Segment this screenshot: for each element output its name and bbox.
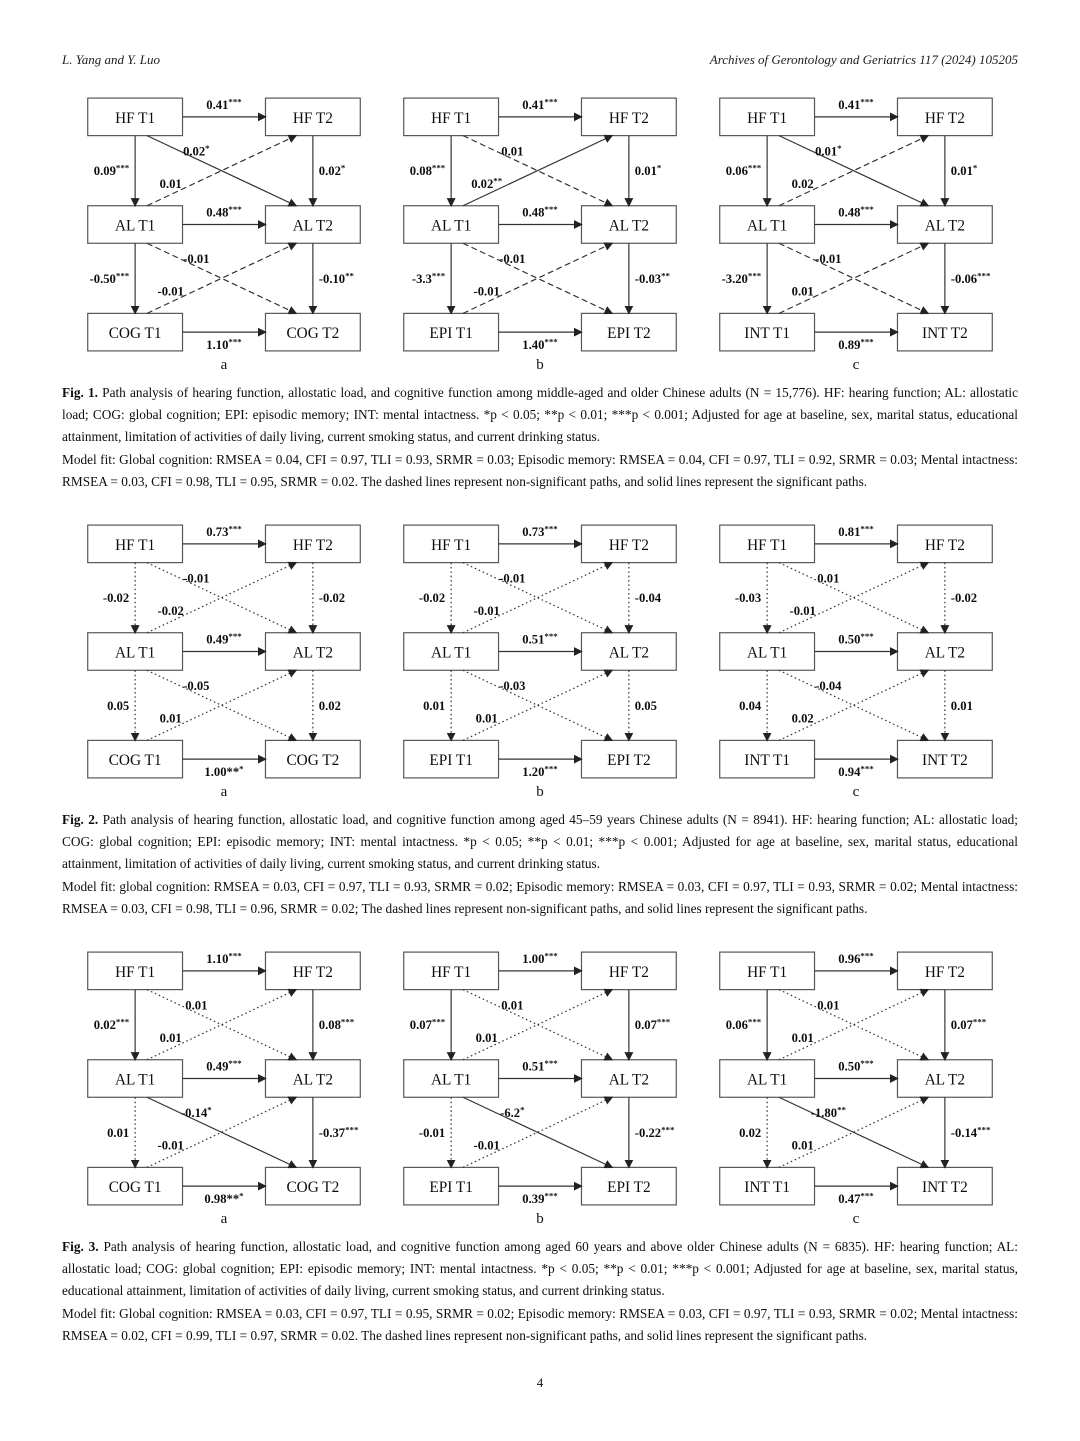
node-label: HF T2 [292,536,333,554]
figure-3-panel-b [382,946,698,1227]
edge-label-diag-down-upper: 0.01* [815,142,842,159]
edge-label-top: 0.41*** [522,96,558,112]
edge-label-right-upper: -0.02 [318,591,346,606]
node-label: COG T1 [108,752,162,770]
node-label: HF T1 [747,536,788,554]
edge-label-right-lower: -0.03** [634,270,670,286]
edge-label-right-lower: -0.06*** [950,270,991,286]
edge-label-mid: 0.51*** [522,631,558,647]
node-label: HF T1 [431,963,472,981]
edge-label-diag-up-upper: -0.02 [157,603,184,618]
edge-label-diag-down-lower: -0.04 [815,679,842,694]
edge-label-mid: 0.49*** [206,631,242,647]
edge-label-left-upper: 0.08*** [409,162,446,179]
edge-label-top: 0.81*** [838,523,874,539]
figure-1-caption [62,382,1018,493]
figure-1 [62,92,1018,493]
edge-label-diag-down-upper: 0.01 [185,998,208,1013]
edge-label-diag-up-upper: -0.01 [473,603,500,618]
figure-3 [62,946,1018,1347]
figure-3-caption-text: Path analysis of hearing function, allostatic load, and cognitive function among aged 60 years and above older Chinese adults (N = 6835). HF: hearing function; AL: allostatic load; COG: global cognition; EPI: episodic memory; INT: mental intactness. *p < 0.05; **p < 0.01; ***p < 0.001; Adjusted for age at baseline, sex, marital status, educational attainment, limitation of activities of daily living, current smoking status, and current drinking status. [62,1239,1018,1299]
edge-label-left-lower: 0.02 [739,1125,762,1140]
path-diagram [698,946,1014,1211]
edge-label-diag-up-lower: -0.01 [473,1138,500,1153]
edge-label-left-lower: -0.01 [418,1125,446,1140]
edge-label-top: 0.41*** [838,96,874,112]
edge-label-left-upper: 0.06*** [725,162,762,179]
figure-2-panels [62,519,1018,800]
node-label: INT T1 [744,1179,790,1197]
edge-label-diag-up-upper: 0.01 [475,1030,498,1045]
edge-label-left-lower: -0.50*** [89,270,130,286]
node-label: AL T2 [924,1071,966,1089]
edge-label-diag-down-upper: -0.01 [183,571,210,586]
edge-label-right-upper: 0.01* [950,162,978,179]
node-label: AL T1 [746,1071,788,1089]
edge-label-left-lower: 0.05 [107,698,130,713]
edge-label-top: 0.96*** [838,950,874,966]
edge-label-left-upper: 0.02*** [93,1016,130,1033]
edge-label-mid: 0.50*** [838,631,874,647]
edge-label-diag-up-lower: 0.01 [475,711,498,726]
edge-label-diag-down-lower: -0.03 [499,679,526,694]
edge-label-top: 1.00*** [522,950,558,966]
edge-label-bottom: 1.40*** [522,336,558,352]
figure-2-panel-a [66,519,382,800]
node-label: AL T2 [292,644,334,662]
edge-label-right-upper: 0.01* [634,162,662,179]
edge-label-right-upper: -0.02 [950,591,978,606]
edge-label-top: 0.41*** [206,96,242,112]
figure-3-caption [62,1236,1018,1347]
node-label: COG T1 [108,325,162,343]
edge-label-left-upper: -0.02 [418,591,446,606]
node-label: HF T2 [292,963,333,981]
edge-label-diag-down-lower: -1.80** [810,1104,846,1121]
edge-label-right-upper: 0.07*** [950,1016,987,1033]
edge-label-mid: 0.51*** [522,1058,558,1074]
edge-label-diag-down-upper: 0.02* [183,142,210,159]
edge-label-diag-up-lower: -0.01 [157,284,184,299]
node-label: AL T2 [924,217,966,235]
edge-label-right-lower: 0.02 [318,698,341,713]
node-label: AL T2 [292,217,334,235]
node-label: EPI T2 [607,325,651,343]
edge-label-diag-down-lower: -0.01 [183,252,210,267]
edge-label-diag-down-lower: -0.14* [180,1104,212,1121]
path-diagram [698,519,1014,784]
edge-diag-up-lower [463,243,612,313]
figure-1-panel-c [698,92,1014,373]
node-label: INT T2 [922,1179,968,1197]
node-label: EPI T2 [607,752,651,770]
edge-label-mid: 0.50*** [838,1058,874,1074]
node-label: HF T1 [115,109,156,127]
panel-letter: b [536,1211,544,1228]
panel-letter: b [536,784,544,801]
node-label: COG T2 [286,325,340,343]
node-label: HF T1 [747,109,788,127]
edge-diag-up-upper [463,136,612,206]
edge-label-right-upper: 0.08*** [318,1016,355,1033]
node-label: HF T2 [292,109,333,127]
path-diagram [382,519,698,784]
edge-diag-down-lower [779,243,928,313]
edge-label-left-lower: 0.01 [107,1125,130,1140]
edge-label-diag-down-upper: 0.01 [817,998,840,1013]
panel-letter: c [852,1211,860,1228]
edge-label-diag-up-lower: -0.01 [157,1138,184,1153]
panel-letter: b [536,357,544,373]
panel-letter: a [220,784,228,801]
edge-diag-up-lower [779,243,928,313]
node-label: EPI T1 [429,1179,473,1197]
edge-label-diag-down-upper: 0.01 [817,571,840,586]
figure-2-modelfit: Model fit: global cognition: RMSEA = 0.03, CFI = 0.97, TLI = 0.93, SRMR = 0.02; Episodic memory: RMSEA = 0.03, CFI = 0.97, TLI = 0.93, SRMR = 0.02; Mental intactness: RMSEA = 0.03, CFI = 0.98, TLI = 0.96, SRMR = 0.02; The dashed lines represent non-significant paths, and solid lines represent the significant paths. [62,878,1018,916]
edge-label-top: 0.73*** [522,523,558,539]
node-label: INT T1 [744,325,790,343]
node-label: COG T2 [286,752,340,770]
edge-label-top: 0.73*** [206,523,242,539]
edge-label-bottom: 0.98*** [204,1190,244,1206]
edge-label-left-lower: 0.01 [423,698,446,713]
figure-1-panel-a [66,92,382,373]
node-label: INT T2 [922,752,968,770]
header-journal: Archives of Gerontology and Geriatrics 117 (2024) 105205 [709,52,1018,67]
node-label: HF T1 [115,536,156,554]
page-number: 4 [536,1375,544,1390]
node-label: HF T2 [608,536,649,554]
node-label: EPI T1 [429,325,473,343]
figure-1-panel-b [382,92,698,373]
path-diagram [66,92,382,357]
edge-label-right-upper: -0.04 [634,591,662,606]
edge-label-right-lower: -0.14*** [950,1124,991,1140]
node-label: AL T2 [292,1071,334,1089]
edge-label-left-lower: 0.04 [739,698,762,713]
edge-label-diag-up-upper: 0.01 [159,176,182,191]
figure-1-modelfit: Model fit: Global cognition: RMSEA = 0.04, CFI = 0.97, TLI = 0.93, SRMR = 0.03; Episodic memory: RMSEA = 0.04, CFI = 0.97, TLI = 0.92, SRMR = 0.03; Mental intactness: RMSEA = 0.03, CFI = 0.98, TLI = 0.95, SRMR = 0.02. The dashed lines represent non-significant paths, and solid lines represent the significant paths. [62,451,1018,489]
node-label: HF T1 [431,536,472,554]
node-label: AL T2 [608,217,650,235]
edge-label-bottom: 1.20*** [522,763,558,779]
edge-label-diag-down-lower: -0.01 [499,252,526,267]
node-label: AL T1 [114,1071,156,1089]
figure-3-panels [62,946,1018,1227]
path-diagram [382,946,698,1211]
edge-label-left-upper: -0.03 [734,591,762,606]
edge-label-bottom: 0.39*** [522,1190,558,1206]
node-label: HF T2 [608,109,649,127]
edge-label-right-lower: 0.01 [950,698,973,713]
edge-label-diag-down-lower: -0.01 [815,252,842,267]
node-label: HF T1 [115,963,156,981]
figure-3-panel-a [66,946,382,1227]
edge-label-diag-down-lower: -0.05 [183,679,210,694]
edge-label-left-upper: 0.07*** [409,1016,446,1033]
figure-1-caption-label: Fig. 1. [62,385,98,400]
panel-letter: a [220,357,228,373]
edge-diag-down-upper [779,136,928,206]
figure-2-caption-text: Path analysis of hearing function, allostatic load, and cognitive function among aged 45–59 years Chinese adults (N = 8941). HF: hearing function; AL: allostatic load; COG: global cognition; EPI: episodic memory; INT: mental intactness. *p < 0.05; **p < 0.01; ***p < 0.001; Adjusted for age at baseline, sex, marital status, educational attainment, limitation of activities of daily living, current smoking status, and current drinking status. [62,812,1018,872]
node-label: AL T1 [114,217,156,235]
edge-label-left-lower: -3.3*** [411,270,446,286]
edge-diag-down-lower [463,243,612,313]
node-label: AL T1 [746,217,788,235]
figure-2-caption-label: Fig. 2. [62,812,99,828]
edge-label-right-lower: 0.05 [634,698,657,713]
figure-2-panel-b [382,519,698,800]
node-label: AL T1 [746,644,788,662]
figure-1-panels [62,92,1018,373]
path-diagram [382,92,698,357]
node-label: HF T2 [608,963,649,981]
edge-label-diag-up-upper: -0.01 [789,603,816,618]
figure-1-caption-text: Path analysis of hearing function, allostatic load, and cognitive function among middle-aged and older Chinese adults (N = 15,776). HF: hearing function; AL: allostatic load; COG: global cognition; EPI: episodic memory; INT: mental intactness. *p < 0.05; **p < 0.01; ***p < 0.001; Adjusted for age at baseline, sex, marital status, educational attainment, limitation of activities of daily living, current smoking status, and current drinking status. [62,385,1018,445]
edge-label-mid: 0.48*** [206,204,242,220]
edge-label-diag-down-upper: 0.01 [501,144,524,159]
edge-label-mid: 0.49*** [206,1058,242,1074]
edge-label-diag-up-lower: 0.01 [791,284,814,299]
edge-label-bottom: 1.10*** [206,336,242,352]
node-label: AL T1 [430,217,472,235]
node-label: EPI T1 [429,752,473,770]
edge-label-diag-up-lower: 0.01 [791,1138,814,1153]
node-label: COG T1 [108,1179,162,1197]
path-diagram [66,519,382,784]
edge-label-diag-up-upper: 0.01 [791,1030,814,1045]
edge-label-bottom: 0.47*** [838,1190,874,1206]
edge-label-bottom: 1.00*** [204,763,244,779]
panel-letter: c [852,784,860,801]
edge-label-right-upper: 0.02* [318,162,346,179]
figure-3-caption-label: Fig. 3. [62,1239,99,1255]
node-label: HF T2 [924,536,965,554]
node-label: AL T2 [924,644,966,662]
path-diagram [698,92,1014,357]
node-label: INT T2 [922,325,968,343]
edge-label-diag-up-lower: 0.01 [159,711,182,726]
edge-label-diag-up-upper: 0.01 [159,1030,182,1045]
node-label: HF T1 [431,109,472,127]
edge-label-diag-up-upper: 0.02 [791,176,814,191]
node-label: HF T2 [924,963,965,981]
figure-3-modelfit: Model fit: Global cognition: RMSEA = 0.03, CFI = 0.97, TLI = 0.95, SRMR = 0.02; Episodic memory: RMSEA = 0.03, CFI = 0.97, TLI = 0.93, SRMR = 0.02; Mental intactness: RMSEA = 0.02, CFI = 0.99, TLI = 0.97, SRMR = 0.02. The dashed lines represent non-significant paths, and solid lines represent the significant paths. [62,1305,1018,1343]
figure-2-panel-c [698,519,1014,800]
edge-label-bottom: 0.89*** [838,336,874,352]
panel-letter: a [220,1211,228,1228]
node-label: COG T2 [286,1179,340,1197]
edge-label-left-upper: 0.09*** [93,162,130,179]
edge-label-left-upper: 0.06*** [725,1016,762,1033]
path-diagram [66,946,382,1211]
header-authors: L. Yang and Y. Luo [62,52,161,67]
edge-label-diag-down-lower: -6.2* [500,1104,525,1121]
edge-label-mid: 0.48*** [522,204,558,220]
edge-label-left-lower: -3.20*** [721,270,762,286]
edge-label-diag-up-lower: -0.01 [473,284,500,299]
edge-label-right-lower: -0.22*** [634,1124,675,1140]
node-label: AL T2 [608,644,650,662]
edge-label-mid: 0.48*** [838,204,874,220]
edge-label-diag-up-lower: 0.02 [791,711,814,726]
node-label: HF T2 [924,109,965,127]
node-label: INT T1 [744,752,790,770]
node-label: AL T1 [430,644,472,662]
node-label: AL T2 [608,1071,650,1089]
page-header [62,52,1018,68]
edge-label-right-upper: 0.07*** [634,1016,671,1033]
edge-label-left-upper: -0.02 [102,591,130,606]
edge-label-diag-up-upper: 0.02** [471,175,503,191]
figure-2 [62,519,1018,920]
node-label: AL T1 [430,1071,472,1089]
edge-label-diag-down-upper: -0.01 [499,571,526,586]
node-label: HF T1 [747,963,788,981]
edge-label-right-lower: -0.37*** [318,1124,359,1140]
edge-label-diag-down-upper: 0.01 [501,998,524,1013]
node-label: EPI T2 [607,1179,651,1197]
edge-label-right-lower: -0.10** [318,270,354,286]
figure-3-panel-c [698,946,1014,1227]
edge-label-bottom: 0.94*** [838,763,874,779]
figure-2-caption [62,809,1018,920]
node-label: AL T1 [114,644,156,662]
panel-letter: c [852,357,860,373]
edge-label-top: 1.10*** [206,950,242,966]
